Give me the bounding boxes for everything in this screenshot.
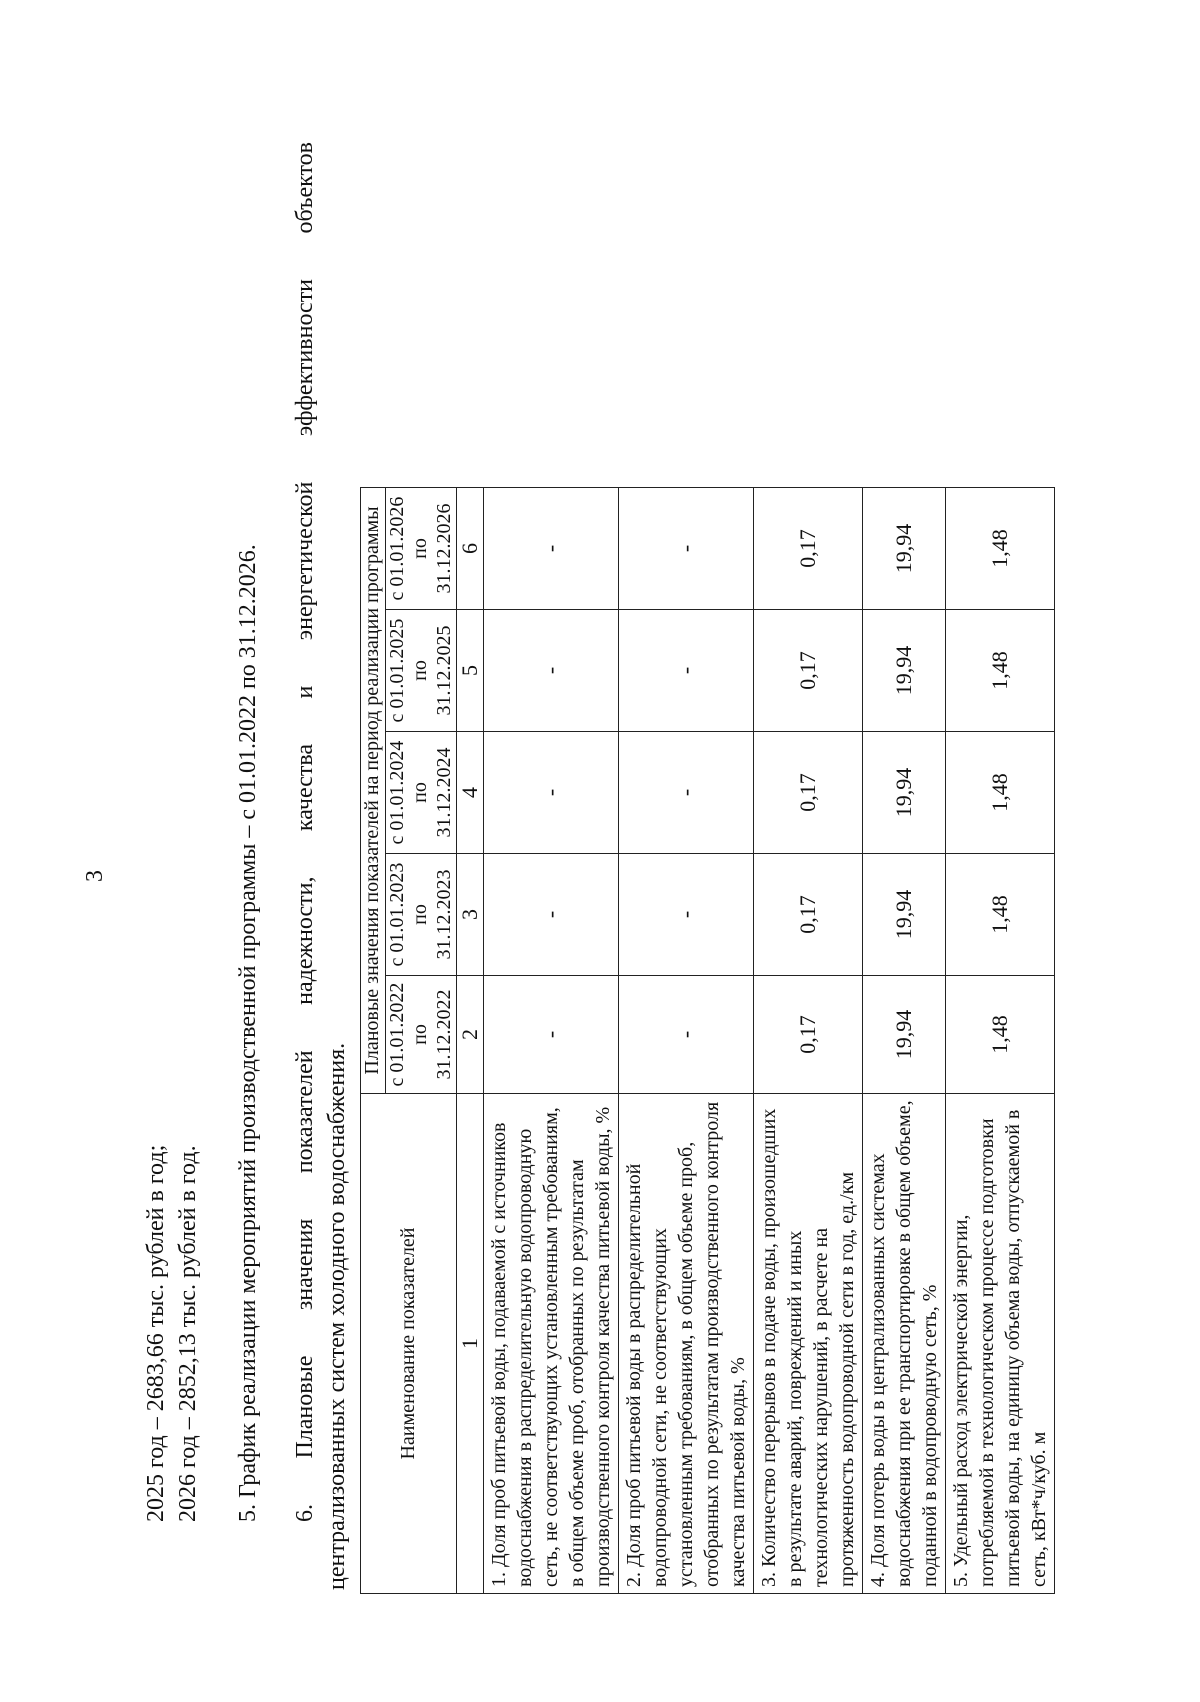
- indicator-value: 0,17: [754, 976, 863, 1094]
- table-row: [484, 488, 619, 1594]
- indicator-value: -: [619, 610, 754, 732]
- indicator-value: 19,94: [863, 976, 946, 1094]
- indicator-value: -: [484, 732, 619, 854]
- column-number: 2: [457, 976, 484, 1094]
- table-row: [863, 488, 946, 1594]
- indicator-value: 19,94: [863, 610, 946, 732]
- column-number: 4: [457, 732, 484, 854]
- indicator-value: -: [484, 976, 619, 1094]
- column-number: 5: [457, 610, 484, 732]
- text-line-2025: 2025 год – 2683,66 тыс. рублей в год;: [143, 1144, 169, 1522]
- indicator-value: 0,17: [754, 610, 863, 732]
- table-row: [754, 488, 863, 1594]
- indicator-value: 19,94: [863, 854, 946, 976]
- indicator-value: -: [484, 488, 619, 610]
- section-6-heading-continued: централизованных систем холодного водоснабжения.: [324, 1042, 350, 1590]
- header-period: с 01.01.2023 по 31.12.2023: [385, 854, 457, 976]
- indicator-value: 1,48: [946, 854, 1055, 976]
- indicator-value: 19,94: [863, 488, 946, 610]
- indicator-name: 2. Доля проб питьевой воды в распределительной водопроводной сети, не соответствующих установленным требованиям, в общем объеме проб, отобранных по результатам производственного контроля качества питьевой воды, %: [619, 1094, 754, 1594]
- indicator-value: -: [484, 854, 619, 976]
- indicator-value: -: [619, 732, 754, 854]
- header-period: с 01.01.2024 по 31.12.2024: [385, 732, 457, 854]
- indicator-value: 0,17: [754, 854, 863, 976]
- indicator-name: 1. Доля проб питьевой воды, подаваемой с источников водоснабжения в распределительную водопроводную сеть, не соответствующих установленным требованиям, в общем объеме проб, отобранных по результатам производственного контроля качества питьевой воды, %: [484, 1094, 619, 1594]
- column-number: 6: [457, 488, 484, 610]
- indicator-value: 1,48: [946, 610, 1055, 732]
- header-period: с 01.01.2026 по 31.12.2026: [385, 488, 457, 610]
- indicator-value: -: [619, 488, 754, 610]
- indicator-name: 4. Доля потерь воды в централизованных системах водоснабжения при ее транспортировке в общем объеме, поданной в водопроводную сеть, %: [863, 1094, 946, 1594]
- indicator-name: 5. Удельный расход электрической энергии, потребляемой в технологическом процессе подготовки питьевой воды, на единицу объема воды, отпускаемой в сеть, кВт*ч/куб. м: [946, 1094, 1055, 1594]
- section-5-heading: 5. График реализации мероприятий производственной программы – с 01.01.2022 по 31.12.2026.: [235, 544, 261, 1522]
- indicators-table: [360, 487, 1055, 1594]
- column-number: 1: [457, 1094, 484, 1594]
- indicator-name: 3. Количество перерывов в подаче воды, произошедших в результате аварий, повреждений и иных технологических нарушений, в расчете на протяженность водопроводной сети в год, ед./км: [754, 1094, 863, 1594]
- indicator-value: 19,94: [863, 732, 946, 854]
- section-6-heading: 6. Плановые значения показателей надежности, качества и энергетической эффективности объектов: [292, 142, 318, 1522]
- header-indicator-name: Наименование показателей: [361, 1094, 457, 1594]
- indicator-value: 1,48: [946, 732, 1055, 854]
- text-line-2026: 2026 год – 2852,13 тыс. рублей в год.: [175, 1145, 201, 1522]
- page-number: 3: [82, 870, 108, 882]
- indicator-value: -: [484, 610, 619, 732]
- indicator-value: -: [619, 976, 754, 1094]
- indicator-value: 0,17: [754, 732, 863, 854]
- table-row: [946, 488, 1055, 1594]
- header-period: с 01.01.2025 по 31.12.2025: [385, 610, 457, 732]
- table-row: [619, 488, 754, 1594]
- column-number: 3: [457, 854, 484, 976]
- indicator-value: 1,48: [946, 488, 1055, 610]
- indicator-value: 1,48: [946, 976, 1055, 1094]
- indicator-value: -: [619, 854, 754, 976]
- header-period: с 01.01.2022 по 31.12.2022: [385, 976, 457, 1094]
- header-plan-group: Плановые значения показателей на период реализации программы: [361, 488, 386, 1094]
- indicator-value: 0,17: [754, 488, 863, 610]
